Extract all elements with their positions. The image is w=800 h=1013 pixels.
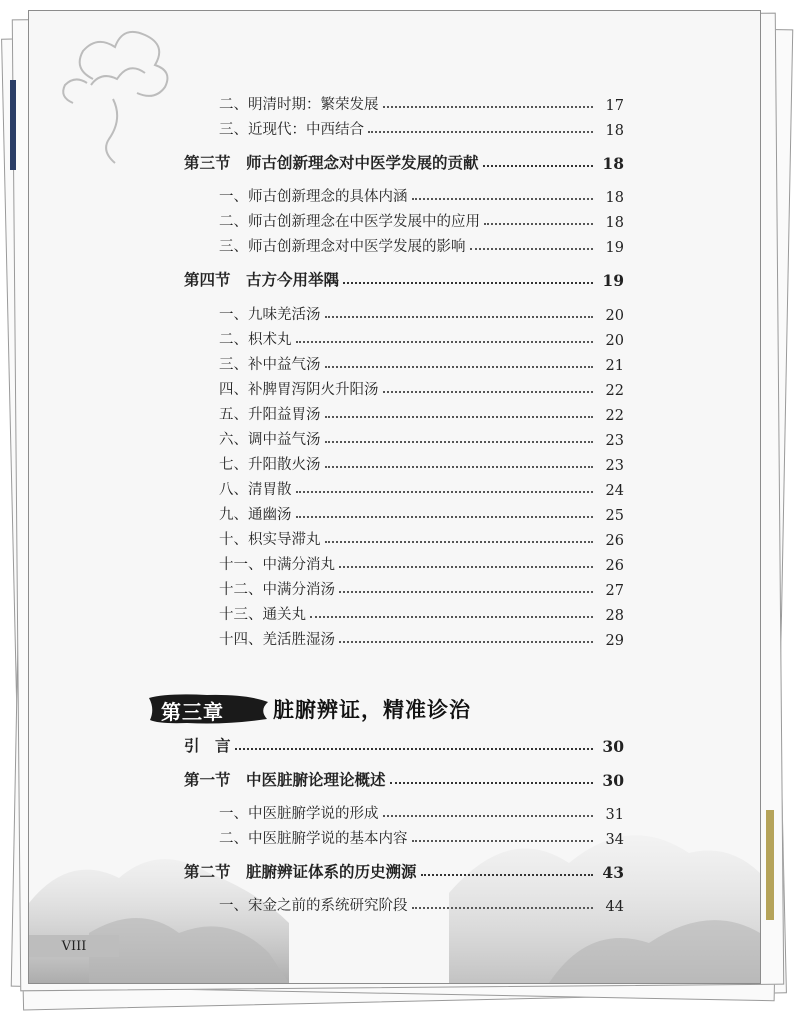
toc-section-page: 30 bbox=[602, 737, 624, 756]
leader-dots bbox=[412, 907, 594, 909]
leader-dots bbox=[296, 491, 594, 493]
toc-entry-page: 18 bbox=[605, 215, 624, 231]
book-page bbox=[28, 10, 761, 984]
leader-dots bbox=[339, 566, 593, 568]
toc-section[interactable] bbox=[29, 858, 760, 882]
toc-entry-label: 十三、通关丸 bbox=[219, 607, 306, 623]
toc-entry[interactable] bbox=[29, 300, 760, 324]
toc-entry-label: 一、九味羌活汤 bbox=[219, 307, 321, 323]
toc-section-label: 引 言 bbox=[184, 736, 231, 755]
leader-dots bbox=[339, 591, 593, 593]
toc-entry-page: 23 bbox=[605, 433, 624, 449]
chapter-badge bbox=[147, 692, 269, 726]
toc-entry-page: 22 bbox=[605, 383, 624, 399]
leader-dots bbox=[339, 641, 593, 643]
toc-entry-label: 一、中医脏腑学说的形成 bbox=[219, 806, 379, 822]
leader-dots bbox=[325, 316, 594, 318]
toc-entry[interactable] bbox=[29, 400, 760, 424]
toc-entry-label: 十二、中满分消汤 bbox=[219, 582, 335, 598]
leader-dots bbox=[325, 366, 594, 368]
toc-section-page: 30 bbox=[602, 771, 624, 790]
toc-entry[interactable] bbox=[29, 575, 760, 599]
toc-entry[interactable] bbox=[29, 115, 760, 139]
leader-dots bbox=[325, 466, 594, 468]
toc-entry-label: 六、调中益气汤 bbox=[219, 432, 321, 448]
toc-entry[interactable] bbox=[29, 425, 760, 449]
toc-entry-page: 34 bbox=[605, 832, 624, 848]
toc-entry[interactable] bbox=[29, 232, 760, 256]
toc-entry[interactable] bbox=[29, 375, 760, 399]
toc-section-page: 19 bbox=[602, 271, 624, 290]
page-edge-mark bbox=[766, 810, 774, 920]
toc-entry-page: 26 bbox=[605, 533, 624, 549]
toc-entry[interactable] bbox=[29, 891, 760, 915]
toc-entry-page: 20 bbox=[605, 333, 624, 349]
toc-entry-page: 44 bbox=[605, 899, 624, 915]
leader-dots bbox=[296, 341, 594, 343]
toc-entry-page: 23 bbox=[605, 458, 624, 474]
leader-dots bbox=[325, 441, 594, 443]
toc-entry-page: 27 bbox=[605, 583, 624, 599]
toc-entry[interactable] bbox=[29, 799, 760, 823]
leader-dots bbox=[390, 782, 593, 784]
toc-entry-label: 十、枳实导滞丸 bbox=[219, 532, 321, 548]
toc-entry-label: 三、补中益气汤 bbox=[219, 357, 321, 373]
page-number: VIII bbox=[29, 935, 119, 957]
leader-dots bbox=[325, 416, 594, 418]
toc-entry-label: 三、近现代：中西结合 bbox=[219, 122, 364, 138]
leader-dots bbox=[383, 815, 594, 817]
leader-dots bbox=[368, 131, 593, 133]
toc-entry-label: 一、宋金之前的系统研究阶段 bbox=[219, 898, 408, 914]
toc-entry[interactable] bbox=[29, 550, 760, 574]
leader-dots bbox=[483, 165, 593, 167]
toc-entry-page: 18 bbox=[605, 190, 624, 206]
toc-entry[interactable] bbox=[29, 207, 760, 231]
leader-dots bbox=[470, 248, 594, 250]
toc-entry[interactable] bbox=[29, 600, 760, 624]
toc-entry[interactable] bbox=[29, 500, 760, 524]
toc-entry-label: 十一、中满分消丸 bbox=[219, 557, 335, 573]
toc-entry-label: 二、中医脏腑学说的基本内容 bbox=[219, 831, 408, 847]
toc-entry-page: 19 bbox=[605, 240, 624, 256]
toc-entry-page: 20 bbox=[605, 308, 624, 324]
page-edge-mark bbox=[10, 80, 16, 170]
chapter-heading[interactable] bbox=[147, 689, 471, 729]
toc-entry-label: 二、师古创新理念在中医学发展中的应用 bbox=[219, 214, 480, 230]
toc-entry[interactable] bbox=[29, 625, 760, 649]
toc-entry-label: 五、升阳益胃汤 bbox=[219, 407, 321, 423]
toc-section-page: 18 bbox=[602, 154, 624, 173]
toc-entry-page: 17 bbox=[605, 98, 624, 114]
toc-section-label: 第一节 中医脏腑论理论概述 bbox=[184, 770, 386, 789]
leader-dots bbox=[296, 516, 594, 518]
toc-entry[interactable] bbox=[29, 824, 760, 848]
toc-entry-page: 29 bbox=[605, 633, 624, 649]
toc-entry-page: 28 bbox=[605, 608, 624, 624]
toc-entry-label: 四、补脾胃泻阴火升阳汤 bbox=[219, 382, 379, 398]
leader-dots bbox=[235, 748, 593, 750]
toc-entry-label: 二、枳术丸 bbox=[219, 332, 292, 348]
toc-section[interactable] bbox=[29, 266, 760, 290]
leader-dots bbox=[383, 106, 594, 108]
toc-entry[interactable] bbox=[29, 450, 760, 474]
leader-dots bbox=[412, 198, 594, 200]
chapter-badge-label: 第三章 bbox=[161, 700, 224, 724]
toc-entry-label: 七、升阳散火汤 bbox=[219, 457, 321, 473]
toc-entry-page: 22 bbox=[605, 408, 624, 424]
toc-entry-page: 18 bbox=[605, 123, 624, 139]
leader-dots bbox=[343, 282, 593, 284]
toc-entry[interactable] bbox=[29, 525, 760, 549]
toc-section[interactable] bbox=[29, 149, 760, 173]
toc-entry-label: 八、清胃散 bbox=[219, 482, 292, 498]
toc-entry-page: 26 bbox=[605, 558, 624, 574]
toc-section[interactable] bbox=[29, 732, 760, 756]
toc-entry-label: 九、通幽汤 bbox=[219, 507, 292, 523]
toc-section[interactable] bbox=[29, 766, 760, 790]
toc-entry[interactable] bbox=[29, 182, 760, 206]
toc-entry-label: 二、明清时期：繁荣发展 bbox=[219, 97, 379, 113]
toc-section-label: 第四节 古方今用举隅 bbox=[184, 270, 340, 289]
leader-dots bbox=[421, 874, 593, 876]
toc-entry-page: 24 bbox=[605, 483, 624, 499]
toc-entry[interactable] bbox=[29, 475, 760, 499]
toc-section-label: 第二节 脏腑辨证体系的历史溯源 bbox=[184, 862, 417, 881]
toc-section-page: 43 bbox=[602, 863, 624, 882]
chapter-title: 脏腑辨证，精准诊治 bbox=[273, 697, 471, 722]
toc-entry-label: 一、师古创新理念的具体内涵 bbox=[219, 189, 408, 205]
toc-entry-label: 三、师古创新理念对中医学发展的影响 bbox=[219, 239, 466, 255]
toc-entry-page: 21 bbox=[605, 358, 624, 374]
leader-dots bbox=[484, 223, 593, 225]
toc-entry[interactable] bbox=[29, 90, 760, 114]
toc-entry-page: 31 bbox=[605, 807, 624, 823]
toc-entry[interactable] bbox=[29, 325, 760, 349]
toc-entry[interactable] bbox=[29, 350, 760, 374]
leader-dots bbox=[325, 541, 594, 543]
leader-dots bbox=[310, 616, 593, 618]
leader-dots bbox=[412, 840, 594, 842]
leader-dots bbox=[383, 391, 594, 393]
toc-section-label: 第三节 师古创新理念对中医学发展的贡献 bbox=[184, 153, 479, 172]
toc-entry-page: 25 bbox=[605, 508, 624, 524]
toc-entry-label: 十四、羌活胜湿汤 bbox=[219, 632, 335, 648]
